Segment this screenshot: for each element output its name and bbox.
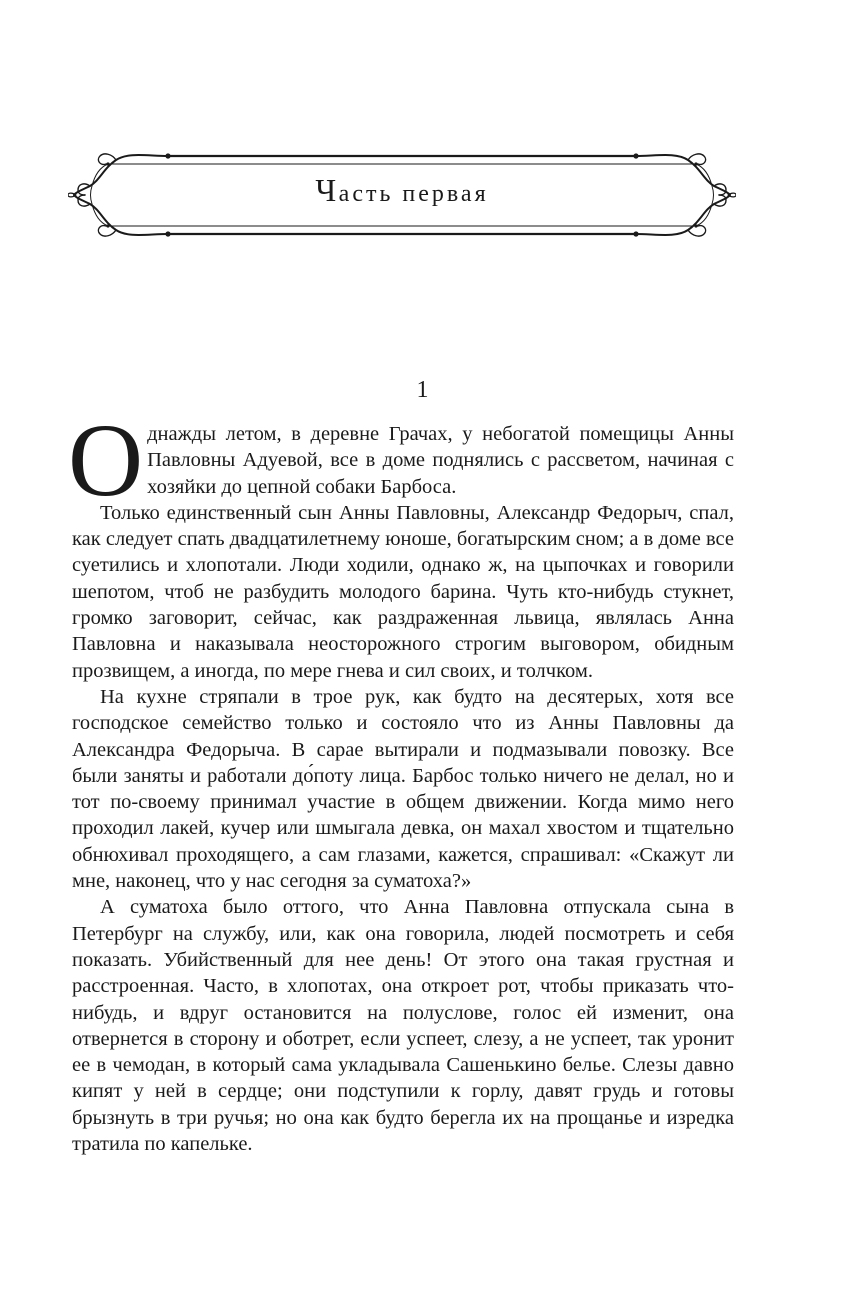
paragraph-1-text: днажды летом, в деревне Грачах, у небогатой помещицы Анны Павловны Адуевой, все в доме поднялись с рассветом, начиная с хозяйки до цепной собаки Барбоса. [147, 423, 734, 498]
paragraph-1 [68, 403, 734, 518]
paragraph-3: На кухне стряпали в трое рук, как будто на десятерых, хотя все господское семейство только и состояло что из Анны Павловны да Александра Федорыча. В сарае вытирали и подмазывали повозку. Все были заняты и работали до́поту лица. Барбос только ничего не делал, но и тот по-своему принимал участие в общем движении. Когда мимо него проходил лакей, кучер или шмыгала девка, он махал хвостом и тщательно обнюхивал проходящего, а сам глазами, кажется, спрашивал: «Скажут ли мне, наконец, что у нас сегодня за суматоха?» [72, 685, 734, 893]
part-title-initial: Ч [315, 172, 339, 208]
chapter-number: 1 [416, 377, 429, 403]
part-title-rest: асть первая [338, 181, 489, 207]
paragraph-4: А суматоха было оттого, что Анна Павловна отпускала сына в Петербург на службу, или, как она говорила, людей посмотреть и себя показать. Убийственный для нее день! От этого она такая грустная и расстроенная. Часто, в хлопотах, она откроет рот, чтобы приказать что-нибудь, и вдруг остановится на полуслове, голос ей изменит, она отвернется в сторону и оботрет, если успеет, слезу, а не успеет, так уронит ее в чемодан, в который сама укладывала Сашенькино белье. Слезы давно кипят у ней в сердце; они подступили к горлу, давят грудь и готовы брызнуть в три ручья; но она как будто берегла их на прощанье и изредка тратила по капельке. [72, 896, 734, 1156]
part-title [68, 170, 736, 214]
part-title-frame [68, 146, 736, 242]
chapter-text [68, 403, 734, 1157]
drop-cap: О [68, 403, 144, 518]
paragraph-2: Только единственный сын Анны Павловны, Александр Федорыч, спал, как следует спать двадцатилетнему юноше, богатырским сном; а в доме все суетились и хлопотали. Люди ходили, однако ж, на цыпочках и говорили шепотом, чтоб не разбудить молодого барина. Чуть кто-нибудь стукнет, громко заговорит, сейчас, как раздраженная львица, являлась Анна Павловна и наказывала неосторожного строгим выговором, обидным прозвищем, а иногда, по мере гнева и сил своих, и толчком. [72, 501, 734, 682]
